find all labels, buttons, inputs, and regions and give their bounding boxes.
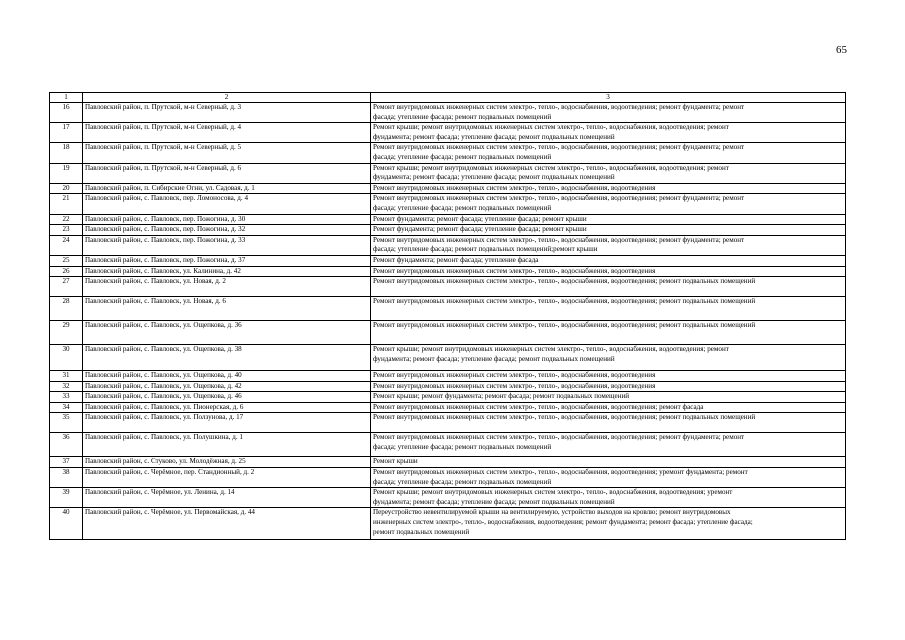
row-address: Павловский район, п. Прутской, м-н Северный, д. 6 [83,163,371,183]
row-address: Павловский район, с. Павловск, ул. Новая, д. 2 [83,277,371,297]
row-works: Ремонт внутридомовых инженерных систем электро-, тепло-, водоснабжения, водоотведения; ремонт фундамента; ремонт фасада; утепление фасада; ремонт подвальных помещений [371,433,846,457]
row-address: Павловский район, п. Прутской, м-н Северный, д. 4 [83,123,371,143]
table-row [50,266,846,277]
table-row [50,123,846,143]
table-row [50,277,846,297]
table-row [50,321,846,345]
row-works: Ремонт внутридомовых инженерных систем электро-, тепло-, водоснабжения, водоотведения; ремонт подвальных помещений [371,321,846,345]
row-address: Павловский район, с. Павловск, ул. Ощепкова, д. 42 [83,381,371,392]
row-number: 35 [50,413,83,433]
table-row [50,297,846,321]
row-works: Ремонт внутридомовых инженерных систем электро-, тепло-, водоснабжения, водоотведения; уремонт фундамента; ремонт фасада; утепление фасада; ремонт подвальных помещений [371,468,846,488]
row-address: Павловский район, с. Павловск, ул. Ощепкова, д. 46 [83,392,371,403]
table-row [50,457,846,468]
row-works: Ремонт внутридомовых инженерных систем электро-, тепло-, водоснабжения, водоотведения; ремонт подвальных помещений [371,413,846,433]
row-address: Павловский район, с. Павловск, ул. Ощепкова, д. 36 [83,321,371,345]
row-address: Павловский район, с. Павловск, ул. Ощепкова, д. 40 [83,371,371,382]
row-number: 30 [50,345,83,371]
row-works: Ремонт крыши; ремонт фундамента; ремонт фасада; ремонт подвальных помещений [371,392,846,403]
row-works: Переустройство невентилируемой крыши на вентилируемую, устройство выходов на кровлю; ремонт внутридомовых инженерных систем электро-, тепло-, водоснабжения, водоотведения; ремонт фундамента; ремонт фасада; утепление фасада; ремонт подвальных помещений [371,508,846,540]
table-row [50,255,846,266]
row-works: Ремонт крыши; ремонт внутридомовых инженерных систем электро-, тепло-, водоснабжения, водоотведения; ремонт фундамента; ремонт фасада; утепление фасада; ремонт подвальных помещений [371,345,846,371]
row-number: 24 [50,235,83,255]
row-works: Ремонт внутридомовых инженерных систем электро-, тепло-, водоснабжения, водоотведения; ремонт фундамента; ремонт фасада; утепление фасада; ремонт подвальных помещений [371,143,846,163]
row-number: 28 [50,297,83,321]
row-address: Павловский район, с. Павловск, пер. Ломоносова, д. 4 [83,194,371,214]
table-row [50,433,846,457]
row-number: 16 [50,103,83,123]
row-works: Ремонт внутридомовых инженерных систем электро-, тепло-, водоснабжения, водоотведения; ремонт фасада [371,402,846,413]
row-works: Ремонт внутридомовых инженерных систем электро-, тепло-, водоснабжения, водоотведения [371,371,846,382]
table-row [50,103,846,123]
table-row [50,468,846,488]
row-works: Ремонт внутридомовых инженерных систем электро-, тепло-, водоснабжения, водоотведения [371,381,846,392]
row-address: Павловский район, с. Стуково, ул. Молодёжная, д. 25 [83,457,371,468]
row-address: Павловский район, п. Прутской, м-н Северный, д. 3 [83,103,371,123]
row-address: Павловский район, с. Павловск, пер. Пожогина, д. 32 [83,225,371,236]
row-address: Павловский район, с. Черёмное, ул. Первомайская, д. 44 [83,508,371,540]
table-row [50,402,846,413]
works-table [49,92,846,540]
row-address: Павловский район, с. Павловск, ул. Ощепкова, д. 38 [83,345,371,371]
table-row [50,214,846,225]
row-works: Ремонт крыши; ремонт внутридомовых инженерных систем электро-, тепло-, водоснабжения, водоотведения; ремонт фундамента; ремонт фасада; утепление фасада; ремонт подвальных помещений [371,163,846,183]
row-works: Ремонт внутридомовых инженерных систем электро-, тепло-, водоснабжения, водоотведения; ремонт фундамента; ремонт фасада; утепление фасада; ремонт подвальных помещений;ремонт крыши [371,235,846,255]
row-number: 18 [50,143,83,163]
row-number: 32 [50,381,83,392]
row-works: Ремонт крыши; ремонт внутридомовых инженерных систем электро-, тепло-, водоснабжения, водоотведения; ремонт фундамента; ремонт фасада; утепление фасада; ремонт подвальных помещений [371,123,846,143]
table-row [50,488,846,508]
row-number: 19 [50,163,83,183]
table-header-row [50,93,846,103]
row-number: 33 [50,392,83,403]
table-row [50,194,846,214]
row-address: Павловский район, с. Павловск, ул. Ползунова, д. 17 [83,413,371,433]
header-col-3: 3 [371,93,846,103]
row-address: Павловский район, п. Сибирские Огни, ул. Садовая, д. 1 [83,183,371,194]
table-row [50,392,846,403]
table-row [50,225,846,236]
row-works: Ремонт фундамента; ремонт фасада; утепление фасада [371,255,846,266]
row-number: 34 [50,402,83,413]
row-address: Павловский район, с. Павловск, ул. Полушкина, д. 1 [83,433,371,457]
row-works: Ремонт крыши; ремонт внутридомовых инженерных систем электро-, тепло-, водоснабжения, водоотведения; уремонт фундамента; ремонт фасада; утепление фасада; ремонт подвальных помещений [371,488,846,508]
row-works: Ремонт внутридомовых инженерных систем электро-, тепло-, водоснабжения, водоотведения; ремонт фундамента; ремонт фасада; утепление фасада; ремонт подвальных помещений [371,103,846,123]
header-col-1: 1 [50,93,83,103]
page-number: 65 [836,44,847,56]
row-works: Ремонт внутридомовых инженерных систем электро-, тепло-, водоснабжения, водоотведения; ремонт подвальных помещений [371,277,846,297]
row-address: Павловский район, с. Павловск, ул. Новая, д. 6 [83,297,371,321]
row-works: Ремонт внутридомовых инженерных систем электро-, тепло-, водоснабжения, водоотведения [371,183,846,194]
row-number: 37 [50,457,83,468]
table-row [50,508,846,540]
header-col-2: 2 [83,93,371,103]
row-works: Ремонт фундамента; ремонт фасада; утепление фасада; ремонт крыши [371,214,846,225]
table-row [50,163,846,183]
table-row [50,345,846,371]
row-address: Павловский район, с. Черёмное, ул. Ленина, д. 14 [83,488,371,508]
row-works: Ремонт фундамента; ремонт фасада; утепление фасада; ремонт крыши [371,225,846,236]
table-row [50,381,846,392]
row-number: 36 [50,433,83,457]
row-number: 22 [50,214,83,225]
row-number: 31 [50,371,83,382]
row-number: 27 [50,277,83,297]
row-number: 29 [50,321,83,345]
row-number: 21 [50,194,83,214]
row-number: 23 [50,225,83,236]
row-address: Павловский район, с. Павловск, пер. Пожогина, д. 33 [83,235,371,255]
row-works: Ремонт внутридомовых инженерных систем электро-, тепло-, водоснабжения, водоотведения; ремонт подвальных помещений [371,297,846,321]
row-works: Ремонт внутридомовых инженерных систем электро-, тепло-, водоснабжения, водоотведения [371,266,846,277]
table-row [50,413,846,433]
row-address: Павловский район, с. Павловск, ул. Пионерская, д. 6 [83,402,371,413]
row-address: Павловский район, с. Павловск, ул. Калинина, д. 42 [83,266,371,277]
row-address: Павловский район, с. Павловск, пер. Пожогина, д. 37 [83,255,371,266]
row-works: Ремонт крыши [371,457,846,468]
row-number: 17 [50,123,83,143]
row-address: Павловский район, с. Черёмное, пер. Стандионный, д. 2 [83,468,371,488]
row-number: 20 [50,183,83,194]
row-number: 39 [50,488,83,508]
row-number: 25 [50,255,83,266]
table-row [50,183,846,194]
row-works: Ремонт внутридомовых инженерных систем электро-, тепло-, водоснабжения, водоотведения; ремонт фундамента; ремонт фасада; утепление фасада; ремонт подвальных помещений [371,194,846,214]
table-row [50,143,846,163]
row-number: 26 [50,266,83,277]
table-row [50,371,846,382]
row-number: 40 [50,508,83,540]
table-row [50,235,846,255]
row-address: Павловский район, п. Прутской, м-н Северный, д. 5 [83,143,371,163]
row-address: Павловский район, с. Павловск, пер. Пожогина, д. 30 [83,214,371,225]
row-number: 38 [50,468,83,488]
